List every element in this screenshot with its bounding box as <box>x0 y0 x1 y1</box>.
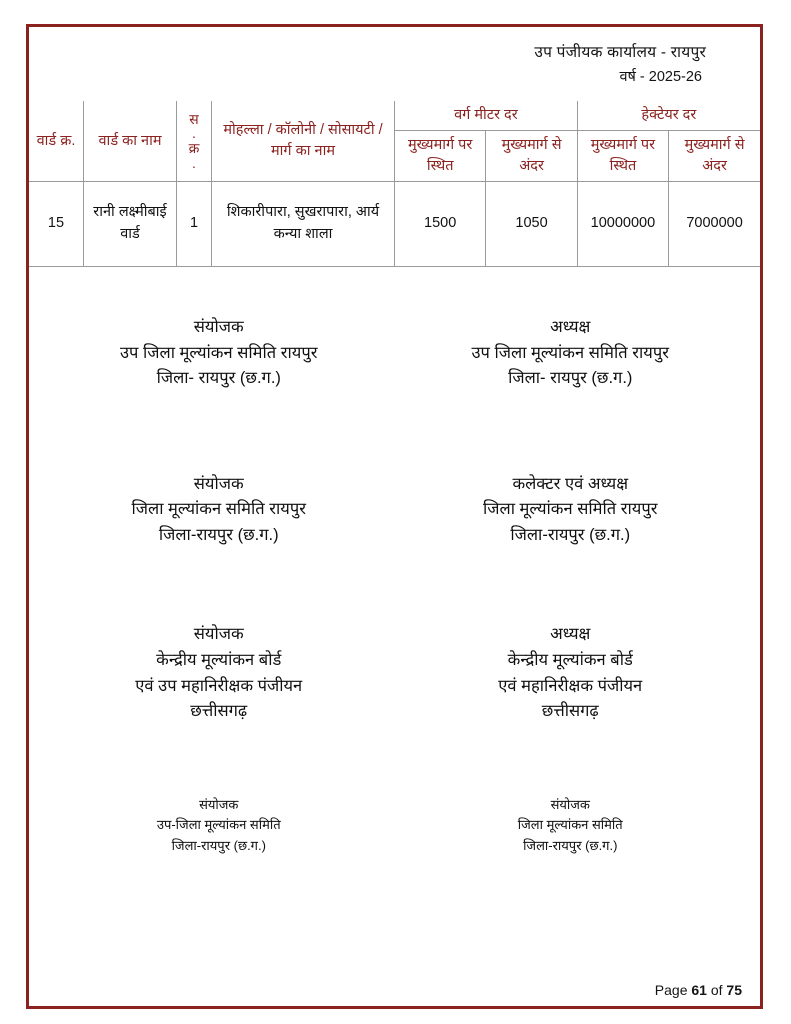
th-serial-dot-2: . <box>192 154 196 171</box>
signature-line: एवं महानिरीक्षक पंजीयन <box>498 676 643 695</box>
signature-line: जिला-रायपुर (छ.ग.) <box>158 525 279 544</box>
cell-hectare-inner: 7000000 <box>669 182 760 267</box>
signature-line: जिला मूल्यांकन समिति रायपुर <box>483 500 658 519</box>
signature-line: जिला-रायपुर (छ.ग.) <box>171 838 266 854</box>
th-serial-dot-1: . <box>192 125 196 142</box>
rate-table <box>29 101 760 267</box>
table-header <box>29 101 760 182</box>
th-sqm-on-main-road: मुख्यमार्ग पर स्थित <box>395 131 486 182</box>
signature-line: जिला मूल्यांकन समिति रायपुर <box>131 500 306 519</box>
th-group-square-meter-rate: वर्ग मीटर दर <box>395 101 578 131</box>
signature-role: संयोजक <box>193 474 244 493</box>
total-page-number: 75 <box>726 982 742 998</box>
table-row <box>29 182 760 267</box>
office-title: उप पंजीयक कार्यालय - रायपुर <box>534 44 706 61</box>
signature-role: संयोजक <box>193 318 244 337</box>
signature-row-1 <box>43 315 746 392</box>
cell-ward-name: रानी लक्ष्मीबाई वार्ड <box>84 182 177 267</box>
signature-line: केन्द्रीय मूल्यांकन बोर्ड <box>507 650 633 669</box>
signature-role: संयोजक <box>193 625 244 644</box>
table-header-row-1 <box>29 101 760 131</box>
signature-block-central-board-convener <box>43 622 395 724</box>
th-sqm-inner-road: मुख्यमार्ग से अंदर <box>486 131 577 182</box>
th-ward-number: वार्ड क्र. <box>29 101 84 182</box>
signature-section <box>29 315 760 857</box>
signature-role: अध्यक्ष <box>550 625 591 644</box>
page-label-prefix: Page <box>654 982 692 998</box>
th-ward-name: वार्ड का नाम <box>84 101 177 182</box>
th-serial-number <box>177 101 212 182</box>
page-number-footer <box>655 982 742 998</box>
signature-line: केन्द्रीय मूल्यांकन बोर्ड <box>156 650 282 669</box>
th-locality: मोहल्ला / कॉलोनी / सोसायटी / मार्ग का नाम <box>212 101 395 182</box>
document-header <box>29 27 760 95</box>
signature-line: उप जिला मूल्यांकन समिति रायपुर <box>471 343 669 362</box>
page-label-middle: of <box>706 982 727 998</box>
signature-line: उप-जिला मूल्यांकन समिति <box>156 817 281 833</box>
cell-ward-number: 15 <box>29 182 84 267</box>
current-page-number: 61 <box>691 982 707 998</box>
cell-hectare-main: 10000000 <box>577 182 668 267</box>
signature-row-4 <box>43 795 746 857</box>
signature-block-district-committee-convener <box>395 795 747 857</box>
signature-line: छत्तीसगढ़ <box>541 702 599 721</box>
cell-sqm-inner: 1050 <box>486 182 577 267</box>
cell-serial-number: 1 <box>177 182 212 267</box>
signature-line: जिला- रायपुर (छ.ग.) <box>156 369 281 388</box>
cell-locality: शिकारीपारा, सुखरापारा, आर्य कन्या शाला <box>212 182 395 267</box>
document-page <box>26 24 763 1009</box>
signature-line: जिला-रायपुर (छ.ग.) <box>523 838 618 854</box>
signature-line: छत्तीसगढ़ <box>190 702 248 721</box>
signature-role: कलेक्टर एवं अध्यक्ष <box>512 474 629 493</box>
signature-line: एवं उप महानिरीक्षक पंजीयन <box>135 676 303 695</box>
th-group-hectare-rate: हेक्टेयर दर <box>577 101 760 131</box>
signature-block-collector-chairman <box>395 472 747 549</box>
signature-role: संयोजक <box>199 796 239 812</box>
signature-row-3 <box>43 622 746 724</box>
table-body <box>29 182 760 267</box>
signature-line: जिला-रायपुर (छ.ग.) <box>510 525 631 544</box>
th-hectare-on-main-road: मुख्यमार्ग पर स्थित <box>577 131 668 182</box>
signature-line: जिला- रायपुर (छ.ग.) <box>508 369 633 388</box>
signature-line: उप जिला मूल्यांकन समिति रायपुर <box>120 343 318 362</box>
signature-role: अध्यक्ष <box>550 318 591 337</box>
th-serial-number-stack <box>180 112 208 171</box>
signature-role: संयोजक <box>550 796 590 812</box>
fiscal-year: वर्ष - 2025-26 <box>619 69 702 86</box>
signature-row-2 <box>43 472 746 549</box>
th-serial-char-2: क्र <box>188 140 200 157</box>
signature-block-sub-district-chairman <box>395 315 747 392</box>
signature-block-sub-district-committee-convener <box>43 795 395 857</box>
cell-sqm-main: 1500 <box>395 182 486 267</box>
signature-line: जिला मूल्यांकन समिति <box>517 817 623 833</box>
signature-block-sub-district-convener <box>43 315 395 392</box>
th-hectare-inner-road: मुख्यमार्ग से अंदर <box>669 131 760 182</box>
th-serial-char-1: स <box>189 110 199 127</box>
signature-block-district-convener <box>43 472 395 549</box>
signature-block-central-board-chairman <box>395 622 747 724</box>
